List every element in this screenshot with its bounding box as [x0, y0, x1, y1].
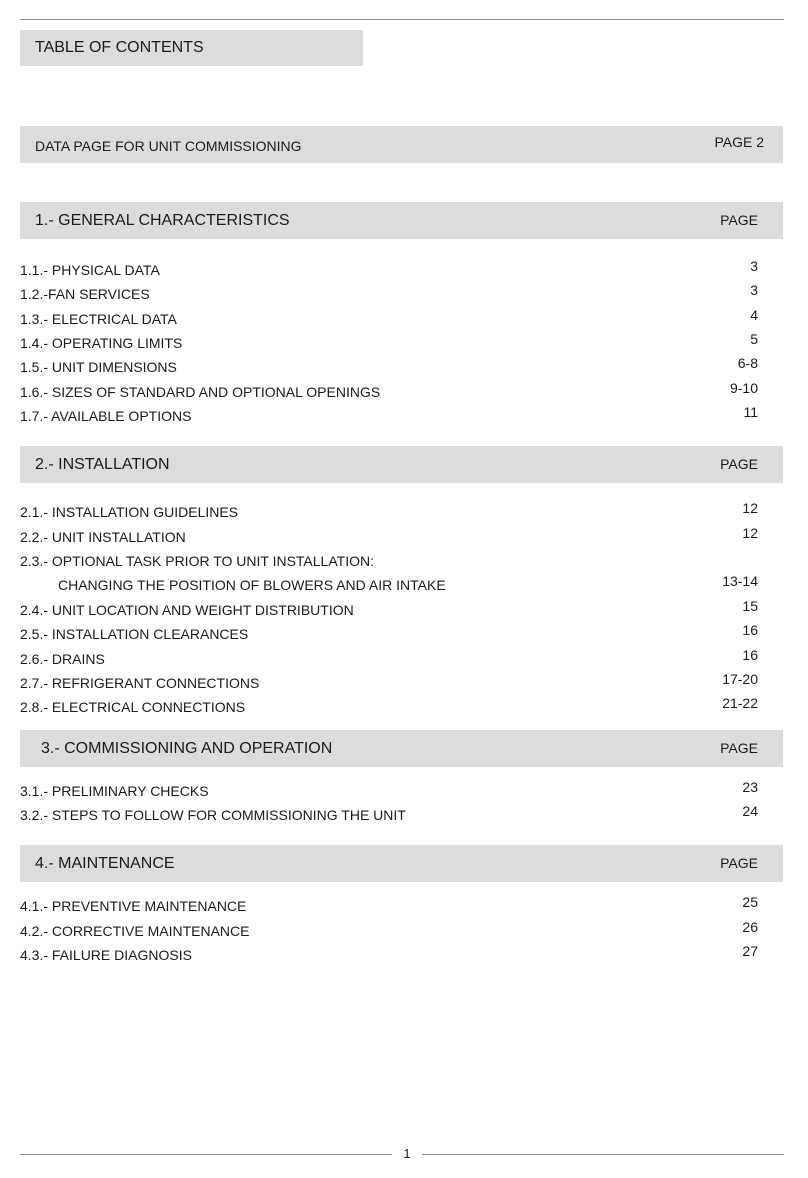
section-page-label: PAGE [720, 456, 758, 472]
toc-entry[interactable] [20, 549, 758, 571]
toc-entry-label: CHANGING THE POSITION OF BLOWERS AND AIR INTAKE [58, 577, 446, 593]
toc-entry-label: 2.2.- UNIT INSTALLATION [20, 529, 186, 545]
toc-entry-page: 5 [750, 331, 758, 347]
toc-entry-page: 13-14 [722, 573, 758, 589]
toc-entry[interactable] [20, 258, 758, 280]
toc-entry[interactable] [20, 404, 758, 426]
toc-entry-label: 2.1.- INSTALLATION GUIDELINES [20, 504, 239, 520]
toc-entry-label: 1.4.- OPERATING LIMITS [20, 335, 183, 351]
section-page-label: PAGE [720, 740, 758, 756]
toc-entry[interactable] [20, 695, 758, 717]
toc-entry-page: 27 [742, 943, 758, 959]
toc-entry-page: 24 [742, 803, 758, 819]
toc-entry-page: 12 [742, 500, 758, 516]
toc-entry-label: 1.7.- AVAILABLE OPTIONS [20, 408, 192, 424]
toc-entry[interactable] [20, 803, 758, 825]
toc-entry-label: 3.2.- STEPS TO FOLLOW FOR COMMISSIONING THE UNIT [20, 807, 406, 823]
toc-entry-page: 3 [750, 258, 758, 274]
toc-entry-label: 1.5.- UNIT DIMENSIONS [20, 359, 177, 375]
toc-entry-label: 2.3.- OPTIONAL TASK PRIOR TO UNIT INSTALLATION: [20, 553, 374, 569]
toc-entry-page: 16 [742, 622, 758, 638]
data-page-label: DATA PAGE FOR UNIT COMMISSIONING [35, 138, 302, 154]
toc-entry[interactable] [20, 380, 758, 402]
top-rule [20, 19, 784, 20]
section-header-installation [20, 446, 783, 483]
toc-entry-label: 2.7.- REFRIGERANT CONNECTIONS [20, 675, 260, 691]
toc-entry[interactable] [20, 282, 758, 304]
toc-entry-page: 25 [742, 894, 758, 910]
toc-entry[interactable] [20, 919, 758, 941]
toc-entry[interactable] [20, 647, 758, 669]
toc-entry[interactable] [20, 331, 758, 353]
data-page-band [20, 126, 783, 163]
section-header-maintenance [20, 845, 783, 882]
toc-entry[interactable] [20, 779, 758, 801]
toc-entry-page: 9-10 [729, 380, 758, 396]
toc-entry-page: 3 [750, 282, 758, 298]
toc-entry[interactable] [20, 500, 758, 522]
toc-entry-page: 12 [742, 525, 758, 541]
toc-entry-page: 23 [742, 779, 758, 795]
section-title: 3.- COMMISSIONING AND OPERATION [41, 740, 333, 757]
toc-entry[interactable] [20, 622, 758, 644]
section-title: 4.- MAINTENANCE [35, 855, 175, 872]
toc-entry-label: 1.1.- PHYSICAL DATA [20, 262, 160, 278]
toc-entry-label: 1.2.-FAN SERVICES [20, 286, 150, 302]
toc-entry-label: 1.3.- ELECTRICAL DATA [20, 311, 177, 327]
toc-entry-label: 2.6.- DRAINS [20, 651, 105, 667]
section-header-general [20, 202, 783, 239]
toc-entry[interactable] [20, 671, 758, 693]
toc-entry-label: 4.1.- PREVENTIVE MAINTENANCE [20, 898, 247, 914]
toc-entry-page: 21-22 [722, 695, 758, 711]
toc-entry-label: 3.1.- PRELIMINARY CHECKS [20, 783, 209, 799]
toc-entry-label: 2.8.- ELECTRICAL CONNECTIONS [20, 699, 246, 715]
toc-entry[interactable] [20, 943, 758, 965]
section-title: 1.- GENERAL CHARACTERISTICS [35, 212, 290, 229]
toc-entry-label: 1.6.- SIZES OF STANDARD AND OPTIONAL OPENINGS [20, 384, 381, 400]
toc-entry-label: 2.4.- UNIT LOCATION AND WEIGHT DISTRIBUTION [20, 602, 354, 618]
toc-entry-page: 11 [743, 404, 758, 420]
section-page-label: PAGE [720, 212, 758, 228]
toc-entry[interactable] [20, 525, 758, 547]
toc-entry[interactable] [20, 307, 758, 329]
toc-entry-label: 2.5.- INSTALLATION CLEARANCES [20, 626, 249, 642]
toc-entry-page: 17-20 [722, 671, 758, 687]
section-page-label: PAGE [720, 855, 758, 871]
section-header-commissioning [20, 730, 783, 767]
toc-entry[interactable] [20, 573, 758, 595]
footer-rule-left [20, 1154, 392, 1155]
toc-entry[interactable] [20, 598, 758, 620]
toc-entry-page: 6-8 [737, 355, 758, 371]
toc-entry[interactable] [20, 894, 758, 916]
toc-entry-page: 16 [742, 647, 758, 663]
footer-rule-right [422, 1154, 784, 1155]
section-title: 2.- INSTALLATION [35, 456, 170, 473]
page-number: 1 [403, 1146, 411, 1161]
toc-entry-page: 15 [742, 598, 758, 614]
toc-entry-page: 26 [742, 919, 758, 935]
page-title: TABLE OF CONTENTS [20, 30, 363, 66]
data-page-page: PAGE 2 [714, 134, 764, 150]
toc-entry-label: 4.2.- CORRECTIVE MAINTENANCE [20, 923, 250, 939]
toc-entry-label: 4.3.- FAILURE DIAGNOSIS [20, 947, 192, 963]
toc-entry-page: 4 [750, 307, 758, 323]
toc-entry[interactable] [20, 355, 758, 377]
